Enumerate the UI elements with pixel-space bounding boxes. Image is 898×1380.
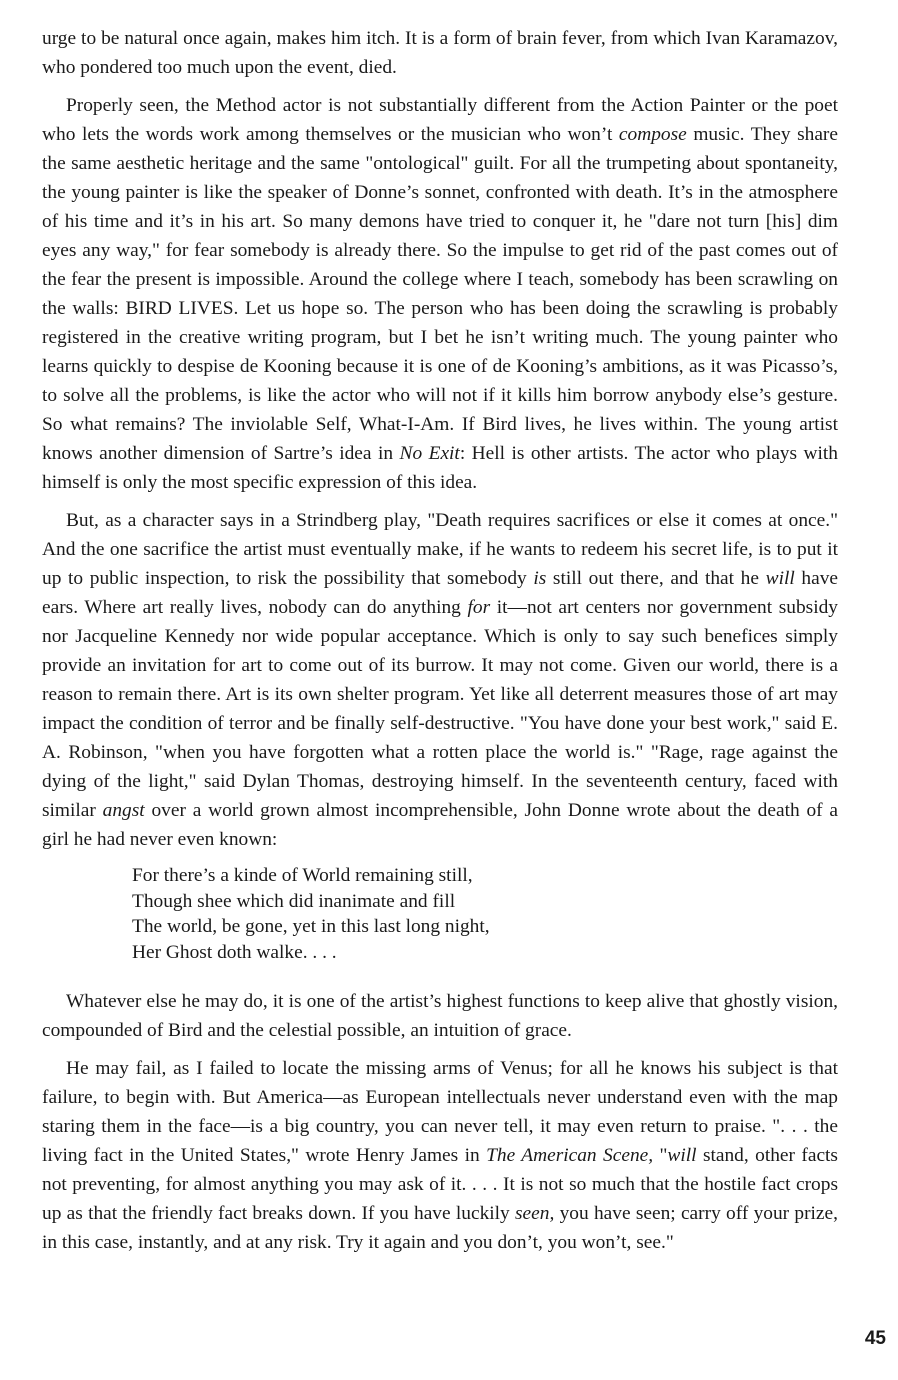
italic-compose: compose bbox=[618, 124, 687, 145]
paragraph-5-text: " bbox=[653, 1145, 668, 1166]
paragraph-5 bbox=[42, 1054, 838, 1257]
paragraph-1 bbox=[42, 24, 838, 82]
paragraph-3-text: still out there, and that he bbox=[546, 568, 766, 589]
italic-angst: angst bbox=[102, 800, 145, 821]
italic-seen: seen, bbox=[515, 1203, 555, 1224]
paragraph-2-text: music. They share the same aesthetic heritage and the same "ontological" guilt. For all the trumpeting about spontaneity, the young painter is like the speaker of Donne’s sonnet, confronted with death. It’s in the atmosphere of his time and it’s in his art. So many demons have tried to conquer it, he "dare not turn [his] dim eyes any way," for fear somebody is already there. So the impulse to get rid of the past comes out of the fear the present is impossible. Around the college where I teach, somebody has been scrawling on the walls: BIRD LIVES. Let us hope so. The person who has been doing the scrawling is probably registered in the creative writing program, but I bet he isn’t writing much. The young painter who learns quickly to despise de Kooning because it is one of de Kooning’s ambitions, as it was Picasso’s, to solve all the problems, is like the actor who will not if it kills him borrow anybody else’s gesture. So what remains? The inviolable Self, What-I-Am. If Bird lives, he lives within. The young artist knows another dimension of Sartre’s idea in bbox=[42, 124, 838, 464]
paragraph-5-text: stand, other facts not preventing, for almost anything you may ask of it. . . . It is not so much that the hostile fact crops up as that the friendly fact breaks down. If you have luckily bbox=[42, 1145, 838, 1224]
paragraph-2-text: Properly seen, the Method actor is not substantially different from the Action Painter or the poet who lets the words work among themselves or the musician who won’t bbox=[42, 95, 838, 145]
paragraph-2-text: : Hell is other artists. The actor who plays with himself is only the most specific expression of this idea. bbox=[42, 443, 838, 493]
poem-line: For there’s a kinde of World remaining still, bbox=[132, 865, 473, 886]
paragraph-2 bbox=[42, 91, 838, 497]
paragraph-4-text: Whatever else he may do, it is one of the artist’s highest functions to keep alive that ghostly vision, compounded of Bird and the celestial possible, an intuition of grace. bbox=[42, 991, 838, 1041]
paragraph-3-text: have ears. Where art really lives, nobody can do anything bbox=[42, 568, 838, 618]
paragraph-5-text: He may fail, as I failed to locate the missing arms of Venus; for all he knows his subject is that failure, to begin with. But America—as European intellectuals never understand even with the map staring them in the face—is a big country, you can never tell, it may even return to praise. ". . . the living fact in the United States," wrote Henry James in bbox=[42, 1058, 838, 1166]
text-column bbox=[42, 24, 838, 1266]
paragraph-4 bbox=[42, 987, 838, 1045]
italic-will: will bbox=[667, 1145, 697, 1166]
paragraph-3 bbox=[42, 506, 838, 854]
italic-is: is bbox=[533, 568, 547, 589]
paragraph-3-text: But, as a character says in a Strindberg play, "Death requires sacrifices or else it comes at once." And the one sacrifice the artist must eventually make, if he wants to redeem his secret life, is to put it up to public inspection, to risk the possibility that somebody bbox=[42, 510, 838, 589]
paragraph-5-text: you have seen; carry off your prize, in this case, instantly, and at any risk. Try it again and you don’t, you won’t, see." bbox=[42, 1203, 838, 1253]
italic-will: will bbox=[765, 568, 795, 589]
poem-line: The world, be gone, yet in this last long night, bbox=[132, 916, 490, 937]
italic-no-exit: No Exit bbox=[399, 443, 460, 464]
poem-line: Though shee which did inanimate and fill bbox=[132, 890, 456, 912]
donne-poem-quote bbox=[132, 863, 838, 965]
page-number: 45 bbox=[864, 1328, 886, 1349]
paragraph-1-text: urge to be natural once again, makes him itch. It is a form of brain fever, from which Ivan Karamazov, who pondered too much upon the event, died. bbox=[42, 28, 838, 78]
italic-american-scene: The American Scene, bbox=[486, 1145, 654, 1166]
paragraph-3-text: it—not art centers nor government subsidy nor Jacqueline Kennedy nor wide popular acceptance. Which is only to say such benefices simply provide an invitation for art to come out of its burrow. It may not come. Given our world, there is a reason to remain there. Art is its own shelter program. Yet like all deterrent measures those of art may impact the condition of terror and be finally self-destructive. "You have done your best work," said E. A. Robinson, "when you have forgotten what a rotten place the world is." "Rage, rage against the dying of the light," said Dylan Thomas, destroying himself. In the seventeenth century, faced with similar bbox=[42, 597, 838, 821]
paragraph-3-text: over a world grown almost incomprehensible, John Donne wrote about the death of a girl he had never even known: bbox=[42, 800, 839, 850]
poem-line: Her Ghost doth walke. . . . bbox=[132, 941, 337, 963]
italic-for: for bbox=[467, 597, 491, 618]
